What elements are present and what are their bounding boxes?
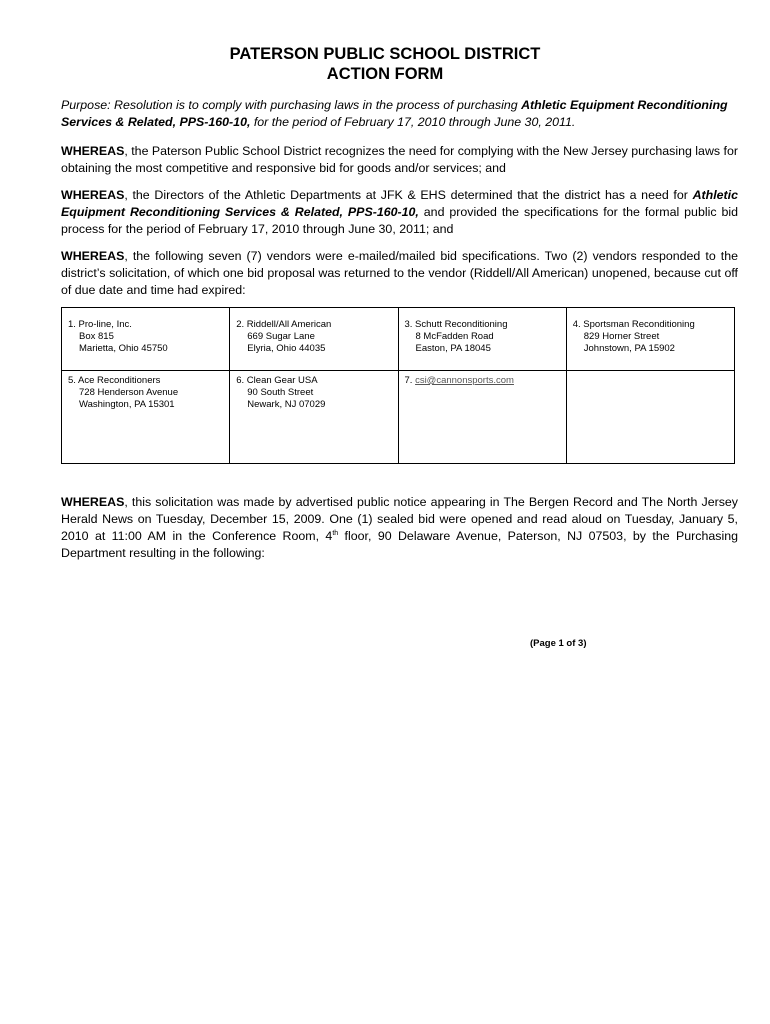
vendor-cell <box>398 370 566 463</box>
purpose-paragraph <box>61 97 738 131</box>
vendor-city: Washington, PA 15301 <box>79 398 175 410</box>
vendor-name: 3. Schutt Reconditioning <box>404 319 508 330</box>
vendor-number: 7. <box>404 374 416 386</box>
page-number: (Page 1 of 3) <box>530 638 587 649</box>
whereas-label: WHEREAS <box>61 188 125 202</box>
whereas-text-end: floor, 90 Delaware Avenue, Paterson, NJ 07503, by the Purchasing Department resulting in the following: <box>61 529 738 560</box>
vendor-city: Johnstown, PA 15902 <box>583 343 675 354</box>
vendor-address: 829 Horner Street <box>583 331 660 342</box>
vendor-address: 669 Sugar Lane <box>247 331 315 342</box>
whereas-text-start: , the Directors of the Athletic Departments at JFK & EHS determined that the district has a need for <box>124 188 693 202</box>
whereas-label: WHEREAS <box>61 144 125 158</box>
purpose-text-end: for the period of February 17, 2010 through June 30, 2011. <box>250 115 576 129</box>
empty-cell <box>566 370 734 463</box>
vendor-name: 5. Ace Reconditioners <box>68 374 161 386</box>
district-title: PATERSON PUBLIC SCHOOL DISTRICT <box>229 45 541 63</box>
vendor-address: 90 South Street <box>247 386 314 398</box>
vendor-cell <box>566 308 734 371</box>
table-row <box>62 370 735 463</box>
vendor-cell <box>62 370 230 463</box>
whereas-label: WHEREAS <box>61 495 125 509</box>
vendor-address: 8 McFadden Road <box>415 331 494 342</box>
whereas-paragraph-4 <box>61 494 738 562</box>
vendor-cell <box>230 308 398 371</box>
vendor-email-line <box>405 375 562 387</box>
vendor-city: Easton, PA 18045 <box>415 343 491 354</box>
vendor-cell <box>398 308 566 371</box>
vendor-address: 728 Henderson Avenue <box>79 386 179 398</box>
whereas-text: , the following seven (7) vendors were e-mailed/mailed bid specifications. Two (2) vendors responded to the district’s solicitation, of which one bid proposal was returned to the vendor (Riddell/All American) unopened, because cut off of due date and time had expired: <box>61 249 738 297</box>
vendor-city: Elyria, Ohio 44035 <box>247 343 326 354</box>
vendor-cell <box>230 370 398 463</box>
vendor-table <box>61 307 735 464</box>
whereas-text-start: , this solicitation was made by advertised public notice appearing in The Bergen Record and The North Jersey Herald News on Tuesday, December 15, 2009. One (1) sealed bid were opened and read aloud on Tuesday, January 5, 2010 at 11:00 AM in the Conference Room, 4 <box>61 495 738 543</box>
vendor-name: 4. Sportsman Reconditioning <box>572 319 695 330</box>
whereas-bold-item: Athletic Equipment Reconditioning Services & Related, PPS-160-10, <box>61 188 738 219</box>
whereas-text: , the Paterson Public School District recognizes the need for complying with the New Jersey purchasing laws for obtaining the most competitive and responsive bid for goods and/or services; and <box>61 144 738 175</box>
vendor-city: Marietta, Ohio 45750 <box>79 343 168 354</box>
table-row <box>62 308 735 371</box>
ordinal-suffix: th <box>332 529 339 537</box>
vendor-cell <box>62 308 230 371</box>
whereas-paragraph-2 <box>61 187 738 238</box>
vendor-address: Box 815 <box>79 331 114 342</box>
vendor-name: 6. Clean Gear USA <box>236 374 318 386</box>
form-title: ACTION FORM <box>326 65 444 83</box>
whereas-paragraph-3 <box>61 248 738 299</box>
whereas-text-end: and provided the specifications for the formal public bid process for the period of February 17, 2010 through June 30, 2011; and <box>61 205 738 236</box>
vendor-name: 2. Riddell/All American <box>236 319 332 330</box>
purpose-bold-item: Athletic Equipment Reconditioning Services & Related, PPS-160-10, <box>61 98 728 129</box>
vendor-name: 1. Pro-line, Inc. <box>68 319 132 330</box>
purpose-text-start: Purpose: Resolution is to comply with purchasing laws in the process of purchasing <box>61 98 522 112</box>
whereas-paragraph-1 <box>61 143 738 177</box>
whereas-label: WHEREAS <box>61 249 125 263</box>
vendor-email-link[interactable]: csi@cannonsports.com <box>415 374 514 386</box>
vendor-city: Newark, NJ 07029 <box>247 398 326 410</box>
